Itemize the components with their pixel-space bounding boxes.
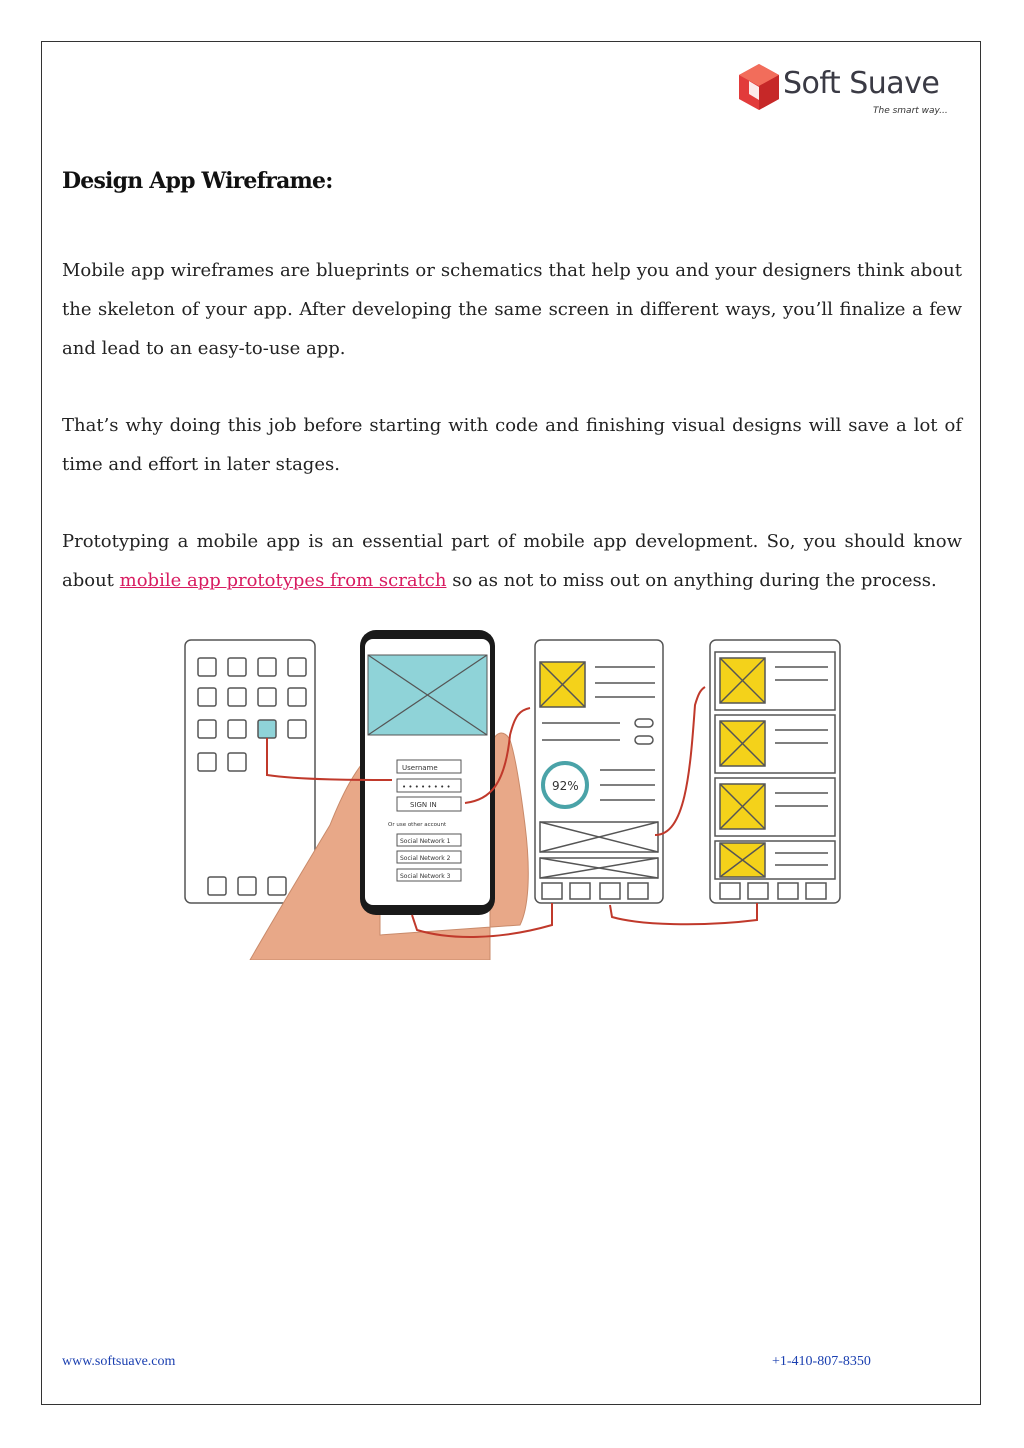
logo-cube-icon [737, 62, 781, 112]
wireframe-home-grid [185, 640, 315, 903]
paragraph-text-after: so as not to miss out on anything during the process. [446, 570, 937, 591]
wireframe-illustration [180, 625, 845, 960]
paragraph-save-time: That’s why doing this job before starting with code and finishing visual designs will save a lot of time and effort in later stages. [62, 415, 962, 475]
section-heading: Design App Wireframe: [62, 168, 333, 194]
password-field-mask: • • • • • • • • [402, 783, 451, 791]
signin-button-label: SIGN IN [410, 801, 437, 809]
progress-percent-label: 92% [552, 779, 579, 793]
paragraph-wireframes: Mobile app wireframes are blueprints or schematics that help you and your designers think about the skeleton of your app. After developing the same screen in different ways, you’ll finalize a few and lead to an easy-to-use app. [62, 260, 962, 359]
username-field-label: Username [402, 764, 438, 772]
logo-wordmark: Soft Suave [783, 66, 940, 101]
paragraph-prototyping [62, 522, 962, 600]
wireframe-detail [535, 640, 663, 903]
company-logo [737, 62, 947, 122]
prototypes-link[interactable]: mobile app prototypes from scratch [119, 570, 447, 591]
phone-device [360, 630, 495, 915]
footer-website[interactable]: www.softsuave.com [62, 1354, 176, 1369]
social-network-1: Social Network 1 [400, 838, 451, 845]
footer-phone[interactable]: +1-410-807-8350 [772, 1354, 871, 1369]
social-network-3: Social Network 3 [400, 873, 451, 880]
paragraph-text-before: Prototyping a mobile app is an essential part of mobile app development. So, you should know about [62, 531, 962, 591]
other-account-label: Or use other account [388, 822, 447, 828]
social-network-2: Social Network 2 [400, 855, 451, 862]
logo-tagline: The smart way... [873, 106, 948, 116]
wireframe-list [710, 640, 840, 903]
